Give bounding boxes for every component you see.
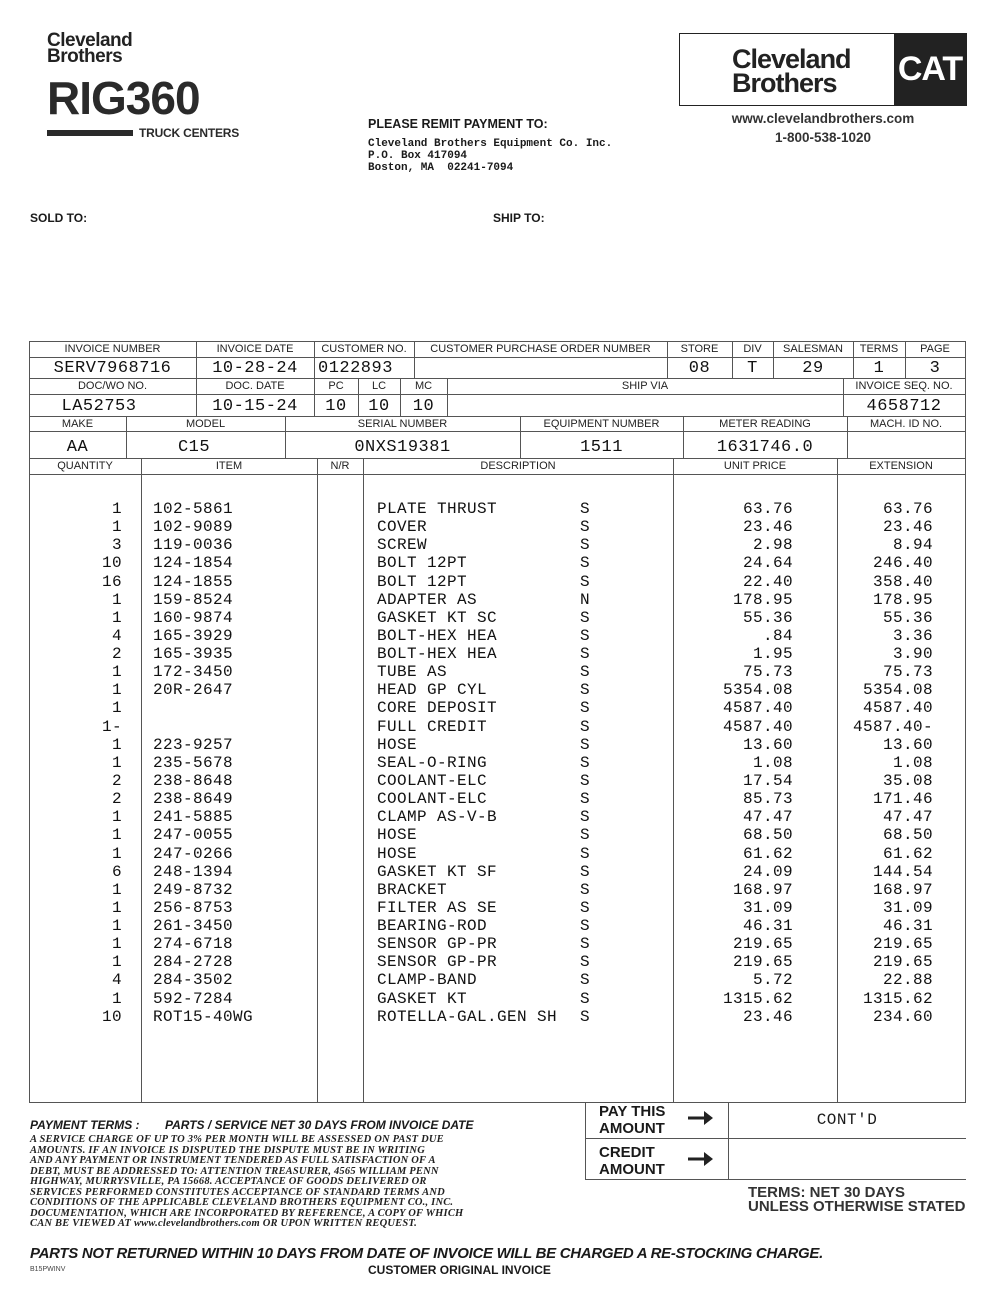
store: 08 bbox=[688, 359, 711, 378]
line-status-code: N bbox=[580, 590, 591, 609]
label-terms: TERMS bbox=[859, 343, 899, 355]
line-qty: 1 bbox=[111, 808, 122, 827]
line-extension: 246.40 bbox=[872, 554, 933, 573]
line-unit-price: 63.76 bbox=[742, 500, 793, 518]
cat-logo-text: CAT bbox=[897, 50, 963, 88]
website-link[interactable]: www.clevelandbrothers.com bbox=[731, 111, 915, 126]
line-description: BRACKET bbox=[377, 880, 448, 899]
line-item-row bbox=[0, 536, 1000, 554]
line-extension: 4587.40 bbox=[862, 699, 933, 718]
line-status-code: S bbox=[580, 953, 591, 972]
line-unit-price: 1.95 bbox=[752, 645, 793, 663]
label-equipment: EQUIPMENT NUMBER bbox=[543, 418, 660, 430]
line-description: FILTER AS SE bbox=[377, 898, 498, 917]
line-description: BOLT 12PT bbox=[377, 554, 468, 573]
line-item-number: 238-8648 bbox=[153, 772, 234, 790]
line-item-row bbox=[0, 573, 1000, 591]
label-invoice-number: INVOICE NUMBER bbox=[64, 343, 161, 355]
meter-reading: 1631746.0 bbox=[716, 438, 814, 457]
line-unit-price: 17.54 bbox=[742, 772, 793, 790]
line-description: HOSE bbox=[377, 826, 418, 845]
label-invoice-date: INVOICE DATE bbox=[216, 343, 294, 355]
line-extension: 178.95 bbox=[872, 590, 933, 609]
line-description: FULL CREDIT bbox=[377, 717, 488, 736]
logo-left-bar bbox=[47, 130, 133, 136]
line-extension: 63.76 bbox=[882, 500, 933, 518]
line-qty: 1 bbox=[111, 935, 122, 954]
line-item-row bbox=[0, 1008, 1000, 1026]
invoice-date: 10-28-24 bbox=[212, 359, 298, 378]
line-item-number: 160-9874 bbox=[153, 608, 234, 627]
line-qty: 1 bbox=[111, 681, 122, 700]
line-status-code: S bbox=[580, 971, 591, 990]
line-item-number: 20R-2647 bbox=[153, 681, 234, 700]
line-item-number: 165-3935 bbox=[153, 645, 234, 663]
cat-logo-icon bbox=[894, 34, 966, 105]
line-description: CLAMP-BAND bbox=[377, 971, 478, 990]
line-description: CLAMP AS-V-B bbox=[377, 808, 498, 827]
make: AA bbox=[66, 438, 89, 457]
line-qty: 1- bbox=[101, 717, 122, 736]
line-unit-price: 5354.08 bbox=[722, 681, 793, 700]
line-qty: 1 bbox=[111, 500, 122, 518]
line-qty: 3 bbox=[111, 536, 122, 555]
line-status-code: S bbox=[580, 717, 591, 736]
terms-line2: UNLESS OTHERWISE STATED bbox=[748, 1198, 966, 1215]
line-status-code: S bbox=[580, 735, 591, 754]
line-item-number: ROT15-40WG bbox=[153, 1007, 254, 1026]
line-item-row bbox=[0, 971, 1000, 989]
line-qty: 1 bbox=[111, 953, 122, 972]
line-unit-price: 2.98 bbox=[752, 536, 793, 555]
label-div: DIV bbox=[743, 343, 762, 355]
logo-left-brand: RIG360 bbox=[47, 72, 200, 124]
line-qty: 1 bbox=[111, 608, 122, 627]
cleveland-brothers-cat-logo bbox=[679, 33, 967, 106]
line-extension: 31.09 bbox=[882, 898, 933, 917]
line-status-code: S bbox=[580, 880, 591, 899]
fine-print-line: HIGHWAY, MURRYSVILLE, PA 15668. ACCEPTANCE OF GOODS DELIVERED OR bbox=[30, 1176, 427, 1187]
equipment-number: 1511 bbox=[580, 438, 623, 457]
form-code: B15PWINV bbox=[30, 1266, 66, 1273]
line-item-row bbox=[0, 627, 1000, 645]
line-unit-price: 13.60 bbox=[742, 735, 793, 754]
line-extension: 47.47 bbox=[882, 808, 933, 827]
line-unit-price: 55.36 bbox=[742, 608, 793, 627]
line-status-code: S bbox=[580, 608, 591, 627]
line-extension: 358.40 bbox=[872, 572, 933, 591]
line-qty: 1 bbox=[111, 663, 122, 682]
pay-line1: PAY THIS bbox=[599, 1103, 666, 1120]
label-customer-no: CUSTOMER NO. bbox=[321, 343, 407, 355]
line-item-row bbox=[0, 609, 1000, 627]
div: T bbox=[747, 359, 758, 378]
label-model: MODEL bbox=[185, 418, 226, 430]
line-item-row bbox=[0, 718, 1000, 736]
line-qty: 2 bbox=[111, 790, 122, 809]
fine-print-line: CONDITIONS OF THE APPLICABLE CLEVELAND BROTHERS EQUIPMENT CO., INC. bbox=[30, 1197, 454, 1208]
line-unit-price: 22.40 bbox=[742, 572, 793, 591]
line-item-number: 248-1394 bbox=[153, 862, 234, 881]
line-description: PLATE THRUST bbox=[377, 500, 498, 518]
line-extension: 1.08 bbox=[892, 753, 933, 772]
line-description: BEARING-ROD bbox=[377, 917, 488, 935]
arrow-right-icon bbox=[688, 1151, 714, 1167]
line-extension: 4587.40- bbox=[852, 717, 933, 736]
remit-line1: Cleveland Brothers Equipment Co. Inc. bbox=[368, 138, 613, 150]
line-item-row bbox=[0, 917, 1000, 935]
line-item-row bbox=[0, 790, 1000, 808]
fine-print-line: DOCUMENTATION, WHICH ARE INCORPORATED BY REFERENCE, A COPY OF WHICH bbox=[30, 1207, 464, 1219]
fine-print-line: A SERVICE CHARGE OF UP TO 3% PER MONTH WILL BE ASSESSED ON PAST DUE bbox=[30, 1134, 444, 1145]
line-unit-price: 1.08 bbox=[752, 753, 793, 772]
pay-amount-value: CONT'D bbox=[816, 1111, 878, 1129]
line-status-code: S bbox=[580, 790, 591, 809]
credit-line1: CREDIT bbox=[599, 1144, 655, 1161]
line-description: HOSE bbox=[377, 735, 418, 754]
label-store: STORE bbox=[680, 343, 719, 355]
label-meter: METER READING bbox=[719, 418, 811, 430]
line-qty: 1 bbox=[111, 880, 122, 899]
line-unit-price: 23.46 bbox=[742, 1007, 793, 1026]
line-unit-price: 24.64 bbox=[742, 554, 793, 573]
salesman: 29 bbox=[802, 359, 824, 378]
pc: 10 bbox=[325, 397, 347, 416]
line-qty: 1 bbox=[111, 917, 122, 935]
label-mc: MC bbox=[414, 380, 433, 392]
line-extension: 22.88 bbox=[882, 971, 933, 990]
line-status-code: S bbox=[580, 699, 591, 718]
line-item-number: 172-3450 bbox=[153, 663, 234, 682]
line-description: GASKET KT SC bbox=[377, 608, 498, 627]
line-status-code: S bbox=[580, 989, 591, 1008]
label-doc-date: DOC. DATE bbox=[225, 380, 285, 392]
line-unit-price: 61.62 bbox=[742, 844, 793, 863]
col-nr: N/R bbox=[330, 460, 350, 472]
line-status-code: S bbox=[580, 935, 591, 954]
line-extension: 68.50 bbox=[882, 826, 933, 845]
logo-right-line1: Cleveland bbox=[732, 44, 851, 74]
line-qty: 1 bbox=[111, 844, 122, 863]
line-item-row bbox=[0, 808, 1000, 826]
line-status-code: S bbox=[580, 808, 591, 827]
line-extension: 5354.08 bbox=[862, 681, 933, 700]
line-extension: 219.65 bbox=[872, 935, 933, 954]
line-unit-price: 4587.40 bbox=[722, 717, 793, 736]
line-item-row bbox=[0, 518, 1000, 536]
line-unit-price: 85.73 bbox=[742, 790, 793, 809]
line-item-number: 247-0055 bbox=[153, 826, 234, 845]
col-quantity: QUANTITY bbox=[57, 460, 113, 472]
line-status-code: S bbox=[580, 518, 591, 537]
line-description: HOSE bbox=[377, 844, 418, 863]
line-qty: 10 bbox=[101, 1007, 122, 1026]
line-item-row bbox=[0, 845, 1000, 863]
label-make: MAKE bbox=[61, 418, 94, 430]
line-item-number: 241-5885 bbox=[153, 808, 234, 827]
line-description: BOLT 12PT bbox=[377, 572, 468, 591]
line-unit-price: 75.73 bbox=[742, 663, 793, 682]
terms: 1 bbox=[873, 359, 885, 378]
copy-label: CUSTOMER ORIGINAL INVOICE bbox=[368, 1263, 551, 1277]
line-description: SCREW bbox=[377, 536, 428, 555]
doc-date: 10-15-24 bbox=[212, 397, 298, 416]
line-extension: 1315.62 bbox=[862, 989, 933, 1008]
line-item-row bbox=[0, 554, 1000, 572]
label-salesman: SALESMAN bbox=[783, 343, 843, 355]
arrow-right-icon bbox=[688, 1110, 714, 1126]
line-unit-price: .84 bbox=[762, 626, 793, 645]
line-status-code: S bbox=[580, 753, 591, 772]
line-item-number: 261-3450 bbox=[153, 917, 234, 935]
model: C15 bbox=[177, 438, 211, 457]
invoice-number: SERV7968716 bbox=[53, 359, 172, 378]
line-description: BOLT-HEX HEA bbox=[377, 645, 498, 663]
label-mach-id: MACH. ID NO. bbox=[869, 418, 943, 430]
line-item-row bbox=[0, 500, 1000, 518]
remit-line3: Boston, MA 02241-7094 bbox=[368, 162, 514, 174]
line-description: SENSOR GP-PR bbox=[377, 953, 498, 972]
line-qty: 1 bbox=[111, 699, 122, 718]
col-item: ITEM bbox=[215, 460, 243, 472]
line-description: CORE DEPOSIT bbox=[377, 699, 498, 718]
line-description: SENSOR GP-PR bbox=[377, 935, 498, 954]
terms-line1: TERMS: NET 30 DAYS bbox=[748, 1184, 905, 1201]
line-item-number: 249-8732 bbox=[153, 880, 234, 899]
line-extension: 234.60 bbox=[872, 1007, 933, 1026]
col-description: DESCRIPTION bbox=[480, 460, 556, 472]
line-extension: 168.97 bbox=[872, 880, 933, 899]
line-item-number: 256-8753 bbox=[153, 898, 234, 917]
line-description: ROTELLA-GAL.GEN SH bbox=[377, 1007, 558, 1026]
line-extension: 171.46 bbox=[872, 790, 933, 809]
rig360-logo bbox=[47, 32, 247, 142]
line-status-code: S bbox=[580, 1007, 591, 1026]
line-status-code: S bbox=[580, 626, 591, 645]
logo-right-line2: Brothers bbox=[732, 68, 837, 98]
line-extension: 219.65 bbox=[872, 953, 933, 972]
line-item-number: 238-8649 bbox=[153, 790, 234, 809]
line-qty: 1 bbox=[111, 735, 122, 754]
credit-line2: AMOUNT bbox=[599, 1161, 665, 1178]
line-item-row bbox=[0, 681, 1000, 699]
remit-line2: P.O. Box 417094 bbox=[368, 150, 468, 162]
line-unit-price: 1315.62 bbox=[722, 989, 793, 1008]
line-item-number: 124-1854 bbox=[153, 554, 234, 573]
line-qty: 2 bbox=[111, 645, 122, 663]
line-unit-price: 46.31 bbox=[742, 917, 793, 935]
line-description: HEAD GP CYL bbox=[377, 681, 488, 700]
line-item-row bbox=[0, 772, 1000, 790]
line-description: GASKET KT SF bbox=[377, 862, 498, 881]
lc: 10 bbox=[368, 397, 390, 416]
line-status-code: S bbox=[580, 645, 591, 663]
line-status-code: S bbox=[580, 500, 591, 518]
line-status-code: S bbox=[580, 572, 591, 591]
line-item-number: 102-9089 bbox=[153, 518, 234, 537]
line-item-number: 124-1855 bbox=[153, 572, 234, 591]
line-unit-price: 24.09 bbox=[742, 862, 793, 881]
sold-to-label: SOLD TO: bbox=[30, 211, 88, 225]
line-item-row bbox=[0, 826, 1000, 844]
line-extension: 144.54 bbox=[872, 862, 933, 881]
line-extension: 35.08 bbox=[882, 772, 933, 790]
line-item-row bbox=[0, 591, 1000, 609]
label-invoice-seq: INVOICE SEQ. NO. bbox=[855, 380, 953, 392]
line-extension: 55.36 bbox=[882, 608, 933, 627]
line-item-row bbox=[0, 935, 1000, 953]
label-lc: LC bbox=[371, 380, 387, 392]
line-item-row bbox=[0, 754, 1000, 772]
line-item-number: 592-7284 bbox=[153, 989, 234, 1008]
line-item-number: 235-5678 bbox=[153, 753, 234, 772]
payment-terms-text: PARTS / SERVICE NET 30 DAYS FROM INVOICE DATE bbox=[165, 1118, 474, 1132]
line-unit-price: 5.72 bbox=[752, 971, 793, 990]
line-item-row bbox=[0, 881, 1000, 899]
line-item-number: 284-3502 bbox=[153, 971, 234, 990]
line-item-number: 247-0266 bbox=[153, 844, 234, 863]
line-item-number: 165-3929 bbox=[153, 626, 234, 645]
page-number: 3 bbox=[929, 359, 941, 378]
line-description: SEAL-O-RING bbox=[377, 753, 488, 772]
line-status-code: S bbox=[580, 536, 591, 555]
payment-terms-label: PAYMENT TERMS : bbox=[30, 1118, 140, 1132]
mc: 10 bbox=[412, 397, 435, 416]
remit-heading: PLEASE REMIT PAYMENT TO: bbox=[368, 117, 548, 131]
line-description: COOLANT-ELC bbox=[377, 772, 488, 790]
ship-to-label: SHIP TO: bbox=[493, 211, 545, 225]
col-unit-price: UNIT PRICE bbox=[723, 460, 787, 472]
line-description: BOLT-HEX HEA bbox=[377, 626, 498, 645]
line-qty: 6 bbox=[111, 862, 122, 881]
line-item-row bbox=[0, 953, 1000, 971]
line-extension: 13.60 bbox=[882, 735, 933, 754]
label-ship-via: SHIP VIA bbox=[621, 380, 669, 392]
line-item-row bbox=[0, 736, 1000, 754]
line-status-code: S bbox=[580, 917, 591, 935]
line-unit-price: 68.50 bbox=[742, 826, 793, 845]
line-unit-price: 31.09 bbox=[742, 898, 793, 917]
line-qty: 1 bbox=[111, 826, 122, 845]
fine-print-line: AND ANY PAYMENT OR INSTRUMENT TENDERED AS FULL SATISFACTION OF A bbox=[30, 1155, 436, 1166]
line-item-number: 159-8524 bbox=[153, 590, 234, 609]
fine-print-line: CAN BE VIEWED AT www.clevelandbrothers.com OR UPON WRITTEN REQUEST. bbox=[30, 1218, 417, 1229]
doc-wo-number: LA52753 bbox=[61, 397, 137, 416]
credit-amount-label bbox=[599, 1144, 665, 1178]
line-status-code: S bbox=[580, 898, 591, 917]
line-item-number: 274-6718 bbox=[153, 935, 234, 954]
line-qty: 1 bbox=[111, 898, 122, 917]
label-serial: SERIAL NUMBER bbox=[357, 418, 448, 430]
line-item-row bbox=[0, 863, 1000, 881]
fine-print-line: AMOUNTS. IF AN INVOICE IS DISPUTED THE DISPUTE MUST BE IN WRITING bbox=[30, 1144, 425, 1156]
line-item-number: 284-2728 bbox=[153, 953, 234, 972]
invoice-seq-no: 4658712 bbox=[866, 397, 942, 416]
line-description: COOLANT-ELC bbox=[377, 790, 488, 809]
logo-left-sub: TRUCK CENTERS bbox=[139, 126, 240, 140]
line-extension: 8.94 bbox=[892, 536, 933, 555]
line-qty: 1 bbox=[111, 753, 122, 772]
line-description: GASKET KT bbox=[377, 989, 468, 1008]
line-qty: 4 bbox=[111, 971, 122, 990]
line-item-number: 119-0036 bbox=[153, 536, 234, 555]
line-qty: 1 bbox=[111, 989, 122, 1008]
phone-number: 1-800-538-1020 bbox=[774, 130, 872, 145]
line-status-code: S bbox=[580, 826, 591, 845]
label-doc-wo: DOC/WO NO. bbox=[77, 380, 148, 392]
line-unit-price: 47.47 bbox=[742, 808, 793, 827]
line-item-row bbox=[0, 899, 1000, 917]
line-unit-price: 178.95 bbox=[732, 590, 793, 609]
line-qty: 4 bbox=[111, 626, 122, 645]
line-item-number: 223-9257 bbox=[153, 735, 234, 754]
line-qty: 1 bbox=[111, 518, 122, 537]
serial-number: 0NXS19381 bbox=[354, 438, 451, 457]
line-unit-price: 4587.40 bbox=[722, 699, 793, 718]
col-extension: EXTENSION bbox=[869, 460, 933, 472]
restock-notice: PARTS NOT RETURNED WITHIN 10 DAYS FROM DATE OF INVOICE WILL BE CHARGED A RE-STOCKING CHARGE. bbox=[30, 1245, 823, 1262]
line-extension: 61.62 bbox=[882, 844, 933, 863]
line-status-code: S bbox=[580, 663, 591, 682]
line-qty: 10 bbox=[101, 554, 122, 573]
line-status-code: S bbox=[580, 844, 591, 863]
line-status-code: S bbox=[580, 554, 591, 573]
line-extension: 23.46 bbox=[882, 518, 933, 537]
line-unit-price: 168.97 bbox=[732, 880, 793, 899]
line-item-row bbox=[0, 645, 1000, 663]
line-unit-price: 23.46 bbox=[742, 518, 793, 537]
line-qty: 2 bbox=[111, 772, 122, 790]
line-description: COVER bbox=[377, 518, 428, 537]
label-page: PAGE bbox=[920, 343, 950, 355]
terms-statement bbox=[748, 1186, 966, 1214]
line-extension: 3.90 bbox=[892, 645, 933, 663]
fine-print-line: DEBT, MUST BE ADDRESSED TO: ATTENTION TREASURER, 4565 WILLIAM PENN bbox=[30, 1165, 439, 1177]
line-description: ADAPTER AS bbox=[377, 590, 478, 609]
line-status-code: S bbox=[580, 862, 591, 881]
logo-left-line2: Brothers bbox=[47, 46, 123, 67]
line-item-row bbox=[0, 663, 1000, 681]
fine-print bbox=[30, 1135, 575, 1230]
pay-amount-label bbox=[599, 1103, 665, 1137]
line-status-code: S bbox=[580, 681, 591, 700]
label-pc: PC bbox=[328, 380, 344, 392]
line-item-number: 102-5861 bbox=[153, 500, 234, 518]
line-extension: 75.73 bbox=[882, 663, 933, 682]
line-item-row bbox=[0, 990, 1000, 1008]
line-extension: 3.36 bbox=[892, 626, 933, 645]
line-qty: 16 bbox=[101, 572, 122, 591]
logo-left-line1: Cleveland bbox=[47, 30, 133, 51]
line-description: TUBE AS bbox=[377, 663, 448, 682]
line-unit-price: 219.65 bbox=[732, 935, 793, 954]
line-item-row bbox=[0, 699, 1000, 717]
line-extension: 46.31 bbox=[882, 917, 933, 935]
pay-line2: AMOUNT bbox=[599, 1120, 665, 1137]
line-status-code: S bbox=[580, 772, 591, 790]
fine-print-line: SERVICES PERFORMED CONSTITUTES ACCEPTANCE OF STANDARD TERMS AND bbox=[30, 1186, 445, 1198]
line-qty: 1 bbox=[111, 590, 122, 609]
customer-no: 0122893 bbox=[318, 359, 393, 378]
label-po-number: CUSTOMER PURCHASE ORDER NUMBER bbox=[430, 343, 651, 355]
line-unit-price: 219.65 bbox=[732, 953, 793, 972]
